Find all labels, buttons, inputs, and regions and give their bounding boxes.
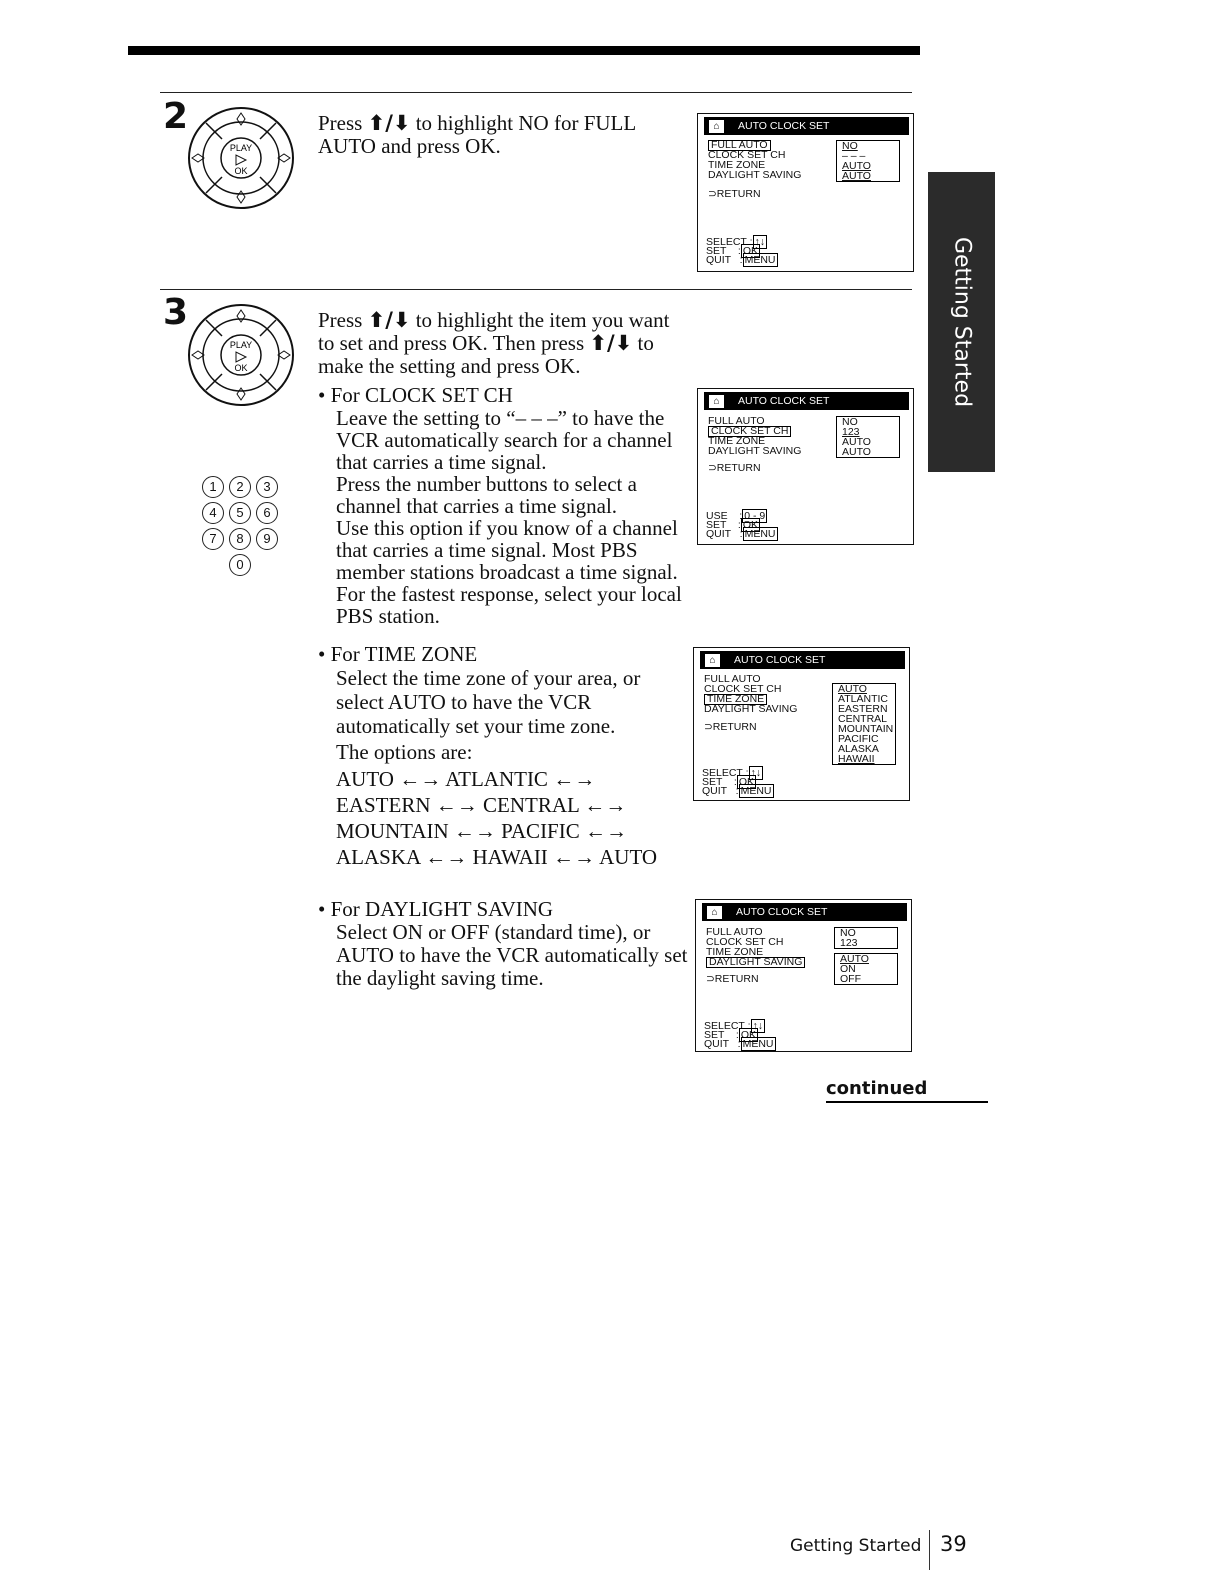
osd-title-bar: ⌂ AUTO CLOCK SET [704, 117, 909, 135]
bullet-paragraph: Select the time zone of your area, or select AUTO to have the VCR automatically set your time zone. [336, 666, 641, 738]
page-number: 39 [940, 1532, 967, 1556]
number-key: 6 [256, 502, 278, 524]
bullet-paragraph: Use this option if you know of a channel that carries a time signal. Most PBS member stations broadcast a time signal. For the fastest response, select your local PBS station. [336, 516, 682, 628]
osd-item-list: FULL AUTO CLOCK SET CH TIME ZONE DAYLIGHT SAVING [706, 927, 805, 967]
osd-value-list: NO 123 AUTO AUTO [836, 416, 900, 458]
time-zone-option-line: ALASKA ←→ HAWAII ←→ AUTO [336, 845, 658, 869]
number-key: 7 [202, 528, 224, 550]
bullet-time-zone [318, 642, 688, 870]
osd-footer: SELECT : ↑↓ SET : OK QUIT : MENU [704, 1020, 774, 1050]
osd-item-highlighted: TIME ZONE [704, 694, 767, 705]
number-key: 1 [202, 476, 224, 498]
osd-value-list: AUTO ATLANTIC EASTERN CENTRAL MOUNTAIN PACIFIC ALASKA HAWAII [832, 683, 896, 765]
ok-label: OK [234, 166, 248, 176]
number-key: 2 [229, 476, 251, 498]
bullet-clock-set-ch [318, 383, 690, 627]
bullet-paragraph: Press the number buttons to select a channel that carries a time signal. [336, 472, 637, 518]
play-label: PLAY [229, 340, 253, 350]
number-key: 5 [229, 502, 251, 524]
osd-item-list: FULL AUTO CLOCK SET CH TIME ZONE DAYLIGHT SAVING [704, 673, 798, 715]
up-down-arrow-icon: ⬆/⬇ [589, 331, 633, 355]
bullet-paragraph: Leave the setting to “– – –” to have the VCR automatically search for a channel that carries a time signal. [336, 406, 673, 474]
osd-item-list: FULL AUTO CLOCK SET CH TIME ZONE DAYLIGHT SAVING [708, 415, 802, 457]
number-key: 3 [256, 476, 278, 498]
step-2-rule [160, 92, 912, 93]
bullet-heading: • For DAYLIGHT SAVING [318, 897, 554, 921]
play-ok-dial-icon [186, 300, 296, 410]
osd-item-highlighted: CLOCK SET CH [708, 426, 791, 437]
bullet-daylight-saving [318, 897, 688, 990]
menu-icon: ⌂ [708, 119, 725, 134]
osd-item-list: FULL AUTO CLOCK SET CH TIME ZONE DAYLIGHT SAVING [708, 139, 802, 181]
number-key: 9 [256, 528, 278, 550]
section-tab [928, 172, 995, 472]
osd-item-highlighted: FULL AUTO [708, 140, 771, 151]
up-down-arrow-icon: ⬆/⬇ [367, 308, 411, 332]
footer-section-title: Getting Started [790, 1536, 922, 1556]
up-down-arrow-icon: ⬆/⬇ [367, 111, 411, 135]
time-zone-option-line: AUTO ←→ ATLANTIC ←→ [336, 767, 596, 791]
osd-return: ⊃RETURN [708, 462, 761, 474]
bullet-paragraph: The options are: [336, 740, 473, 764]
step-2-text: Press ⬆/⬇ to highlight NO for FULL AUTO and press OK. [318, 111, 636, 158]
osd-title-bar: ⌂ AUTO CLOCK SET [700, 651, 905, 669]
osd-value-list: AUTO ON OFF [834, 953, 898, 985]
number-key: 8 [229, 528, 251, 550]
osd-value-list: NO – – – AUTO AUTO [836, 140, 900, 182]
footer-separator [929, 1530, 930, 1570]
osd-title-bar: ⌂ AUTO CLOCK SET [704, 392, 909, 410]
osd-return: ⊃RETURN [704, 721, 757, 733]
osd-footer: SELECT : ↑↓ SET : OK QUIT : MENU [706, 236, 776, 266]
osd-footer: SELECT : ↑↓ SET : OK QUIT : MENU [702, 767, 772, 797]
number-buttons-icon [202, 476, 302, 580]
top-rule [128, 46, 920, 55]
bullet-paragraph: Select ON or OFF (standard time), or AUTO to have the VCR automatically set the daylight saving time. [336, 920, 688, 990]
osd-return: ⊃RETURN [706, 973, 759, 985]
osd-item-highlighted: DAYLIGHT SAVING [706, 957, 805, 968]
osd-screen-full-auto [697, 113, 914, 272]
time-zone-option-line: EASTERN ←→ CENTRAL ←→ [336, 793, 627, 817]
osd-return: ⊃RETURN [708, 188, 761, 200]
osd-footer: USE : 0 - 9 SET : OK QUIT : MENU [706, 510, 776, 540]
bullet-heading: • For TIME ZONE [318, 642, 478, 666]
osd-screen-clock-set-ch [697, 388, 914, 545]
number-key: 0 [229, 554, 251, 576]
step-3-rule [160, 289, 912, 290]
time-zone-option-line: MOUNTAIN ←→ PACIFIC ←→ [336, 819, 627, 843]
osd-title-bar: ⌂ AUTO CLOCK SET [702, 903, 907, 921]
play-label: PLAY [229, 143, 253, 153]
step-number: 2 [163, 96, 189, 137]
osd-value-list-top: NO 123 [834, 927, 898, 949]
step-3-intro: Press ⬆/⬇ to highlight the item you want to set and press OK. Then press ⬆/⬇ to make the setting and press OK. [318, 308, 670, 378]
menu-icon: ⌂ [706, 905, 723, 920]
ok-label: OK [234, 363, 248, 373]
step-number: 3 [163, 292, 189, 333]
menu-icon: ⌂ [708, 394, 725, 409]
osd-screen-time-zone [693, 647, 910, 801]
osd-screen-daylight-saving [695, 899, 912, 1052]
menu-icon: ⌂ [704, 653, 721, 668]
bullet-heading: • For CLOCK SET CH [318, 383, 513, 407]
play-ok-dial-icon [186, 103, 296, 213]
section-tab-label: Getting Started [949, 236, 974, 408]
continued-rule [826, 1101, 988, 1103]
number-key: 4 [202, 502, 224, 524]
continued-label: continued [826, 1078, 928, 1099]
